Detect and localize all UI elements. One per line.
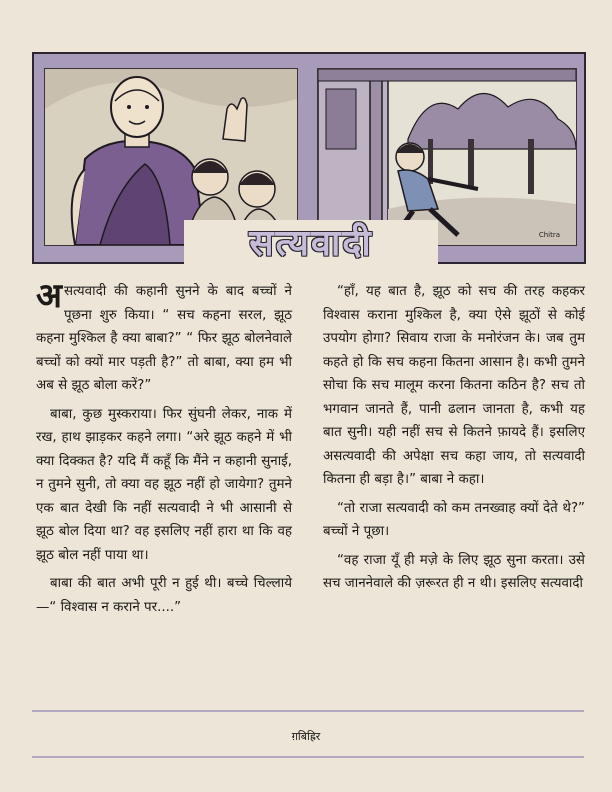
- paragraph: “हाँ, यह बात है, झूठ को सच की तरह कहकर विश्वास कराना मुश्किल है, क्या ऐसे झूठों से कोई उपयोग होगा? सिवाय राजा के मनोरंजन के। जब तुम कहते हो कि सच कहना कितना आसान है। कभी तुमने सोचा कि सच मालूम करना कितना कठिन है? सच तो भगवान जानते हैं, पानी ढलान जानता है, कभी यह बात सुनी। यही नहीं सच से कितने फ़ायदे हैं। इसलिए असत्यवादी की अपेक्षा सच कहा जाय, तो सत्यवादी कितना ही बड़ा है।” बाबा ने कहा।: [323, 284, 585, 487]
- paragraph: “तो राजा सत्यवादी को कम तनख्वाह क्यों देते थे?” बच्चों ने पूछा।: [323, 500, 585, 539]
- text-column-right: [323, 280, 585, 601]
- page-footer: ग़बिह्रिर: [291, 730, 321, 743]
- paragraph-text: सत्यवादी की कहानी सुनने के बाद बच्चों ने पूछना शुरु किया। “ सच कहना सरल, झूठ कहना मुश्किल है क्या बाबा?” “ फिर झूठ बोलनेवाले बच्चों को क्यों मार पड़ती है?” तो बाबा, क्या हम भी अब से झूठ बोला करें?”: [36, 284, 292, 393]
- running-boy-illustration: [318, 69, 576, 245]
- footer-divider-top: [32, 710, 584, 712]
- text-column-left: [36, 276, 292, 624]
- paragraph: बाबा, कुछ मुस्कराया। फिर सुंघनी लेकर, नाक में रख, हाथ झाड़कर कहने लगा। “अरे झूठ कहने में भी क्या दिक्कत है? यदि मैं कहूँ कि मैंने न कहानी सुनाई, न तुमने सुनी, तो क्या वह झूठ नहीं हो जायेगा? तुमने एक बात देखी कि नहीं सत्यवादी ने भी आसानी से झूठ बोल दिया था? वह इसलिए नहीं हारा था कि वह झूठ बोल नहीं पाया था।: [36, 406, 292, 563]
- paragraph: बाबा की बात अभी पूरी न हुई थी। बच्चे चिल्लाये—“ विश्वास न कराने पर....”: [36, 576, 292, 615]
- sage-with-children-illustration: [45, 69, 297, 245]
- footer-divider-bottom: [32, 756, 584, 758]
- story-title: सत्यवादी: [249, 223, 373, 264]
- illustration-frame: [32, 52, 586, 264]
- drop-cap: अ: [36, 276, 62, 316]
- paragraph: [36, 276, 292, 398]
- illustrator-signature: Chitra: [538, 231, 560, 239]
- paragraph: “वह राजा यूँ ही मज़े के लिए झूठ सुना करता। उसे सच जाननेवाले की ज़रूरत ही न थी। इसलिए सत्यवादी: [323, 552, 585, 591]
